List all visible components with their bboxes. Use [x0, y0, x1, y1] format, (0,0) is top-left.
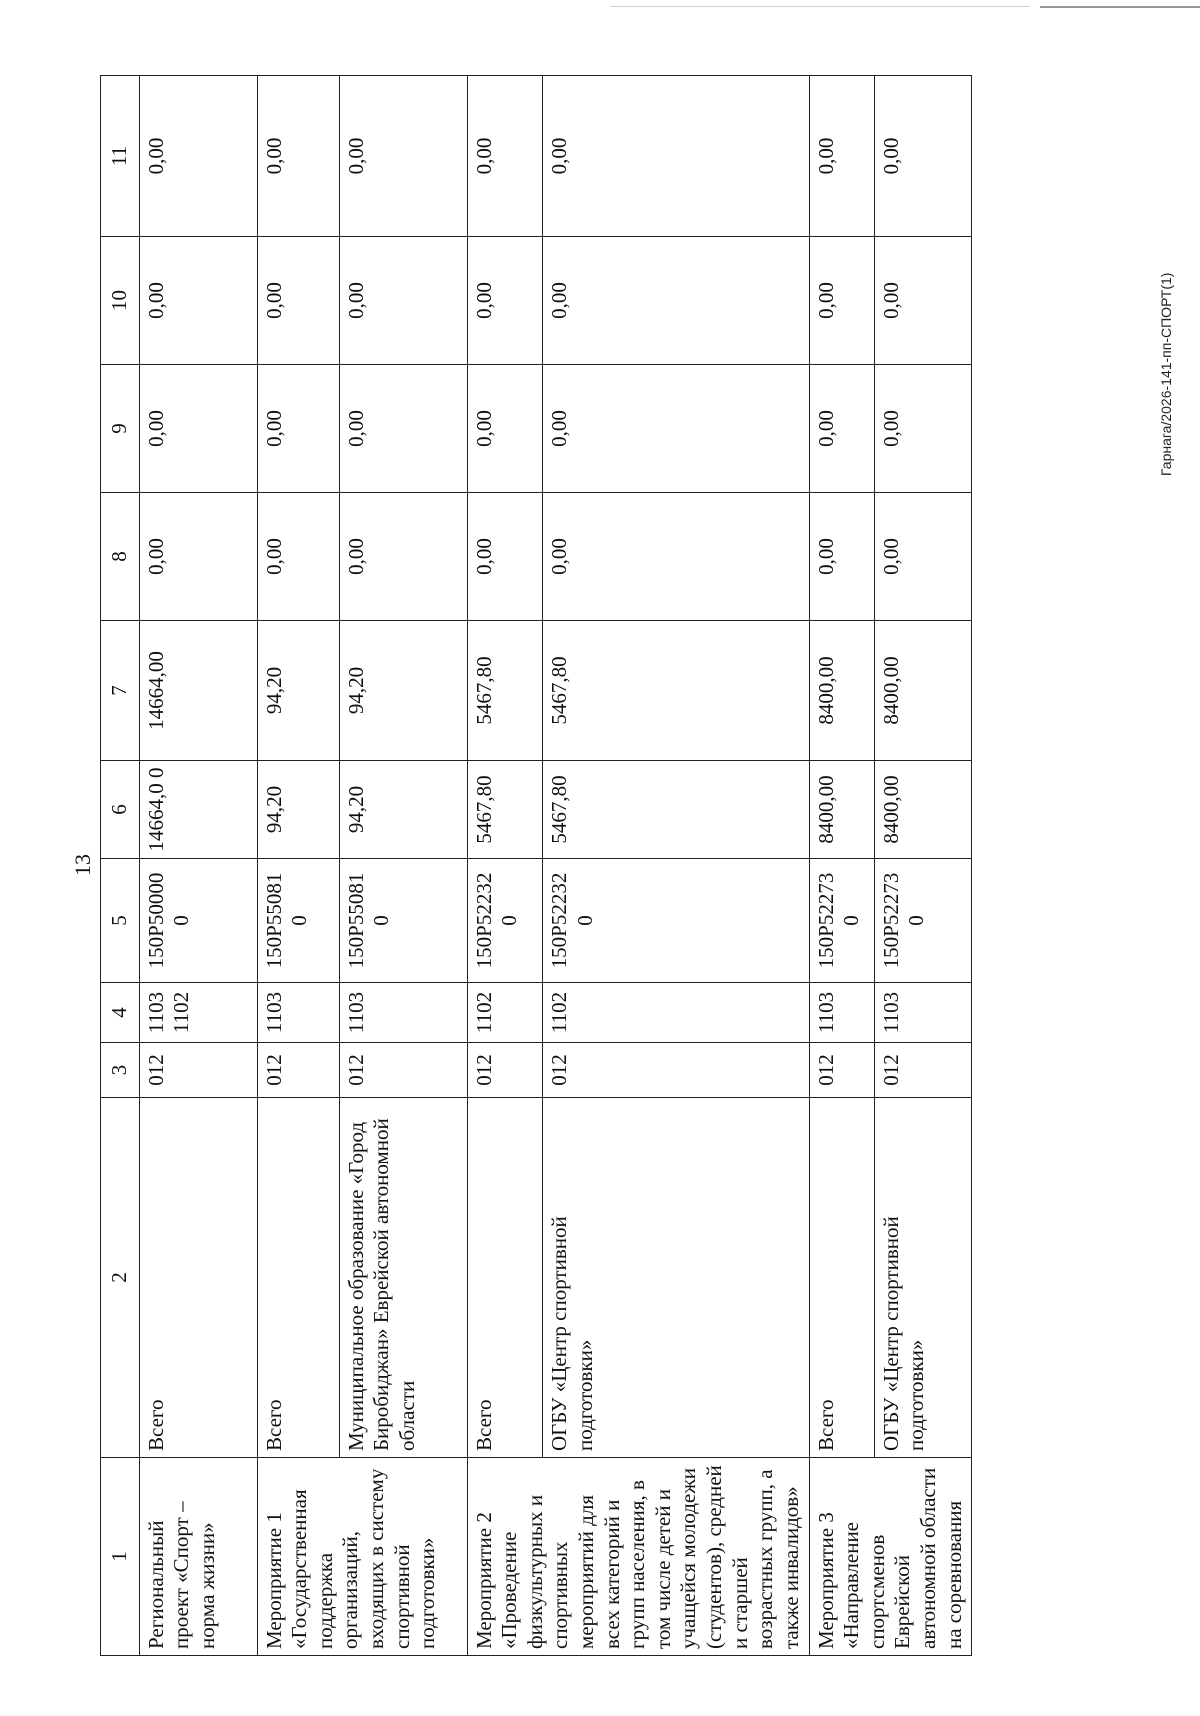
cell-value: 0,00	[874, 237, 971, 365]
document-code: Гарнага/2026-141-пп-СПОРТ(1)	[1158, 272, 1174, 476]
table-row	[339, 76, 467, 1656]
cell-value: 0,00	[809, 365, 874, 493]
cell-executor: Муниципальное образование «Город Биробиджан» Еврейской автономной области	[339, 1098, 467, 1458]
col-header: 8	[101, 493, 140, 621]
col-header: 10	[101, 237, 140, 365]
cell-csr: 150Р55081 0	[339, 859, 467, 983]
cell-value: 8400,00	[809, 761, 874, 859]
cell-grbs: 012	[467, 1043, 543, 1098]
cell-value: 5467,80	[467, 761, 543, 859]
cell-value: 0,00	[467, 76, 543, 237]
cell-value: 0,00	[257, 365, 339, 493]
cell-grbs: 012	[809, 1043, 874, 1098]
header-row	[101, 76, 140, 1656]
cell-value: 0,00	[467, 493, 543, 621]
cell-csr: 150Р50000 0	[139, 859, 257, 983]
cell-csr: 150Р52273 0	[874, 859, 971, 983]
col-header: 9	[101, 365, 140, 493]
table-row	[874, 76, 971, 1656]
table-row	[257, 76, 339, 1656]
cell-program: Региональный проект «Спорт – норма жизни»	[139, 1458, 257, 1656]
cell-executor: Всего	[257, 1098, 339, 1458]
cell-section: 1102	[467, 983, 543, 1043]
cell-value: 0,00	[809, 237, 874, 365]
col-header: 2	[101, 1098, 140, 1458]
cell-program: Мероприятие 2 «Проведение физкультурных и спортивных мероприятий для всех категорий и групп населения, в том числе детей и учащейся молодежи (студентов), средней и старшей возрастных групп, а также инвалидов»	[467, 1458, 809, 1656]
cell-executor: Всего	[467, 1098, 543, 1458]
cell-value: 0,00	[874, 365, 971, 493]
cell-value: 0,00	[543, 493, 809, 621]
cell-value: 8400,00	[809, 621, 874, 761]
col-header: 5	[101, 859, 140, 983]
cell-section: 1103	[809, 983, 874, 1043]
cell-executor: ОГБУ «Центр спортивной подготовки»	[543, 1098, 809, 1458]
cell-section: 1103	[874, 983, 971, 1043]
cell-value: 94,20	[339, 761, 467, 859]
col-header: 7	[101, 621, 140, 761]
cell-value: 0,00	[543, 365, 809, 493]
cell-grbs: 012	[543, 1043, 809, 1098]
cell-value: 0,00	[339, 237, 467, 365]
cell-section: 1103 1102	[139, 983, 257, 1043]
cell-value: 0,00	[809, 493, 874, 621]
cell-executor: Всего	[809, 1098, 874, 1458]
cell-program: Мероприятие 1 «Государственная поддержка организаций, входящих в систему спортивной подготовки»	[257, 1458, 467, 1656]
cell-value: 0,00	[874, 493, 971, 621]
cell-value: 0,00	[139, 493, 257, 621]
cell-value: 0,00	[257, 493, 339, 621]
table-row	[467, 76, 543, 1656]
cell-program: Мероприятие 3 «Направление спортсменов Еврейской автономной области на соревнования	[809, 1458, 972, 1656]
cell-value: 14664,0 0	[139, 761, 257, 859]
cell-value: 8400,00	[874, 621, 971, 761]
col-header: 11	[101, 76, 140, 237]
cell-value: 5467,80	[543, 761, 809, 859]
cell-grbs: 012	[257, 1043, 339, 1098]
cell-value: 5467,80	[467, 621, 543, 761]
cell-grbs: 012	[139, 1043, 257, 1098]
cell-value: 0,00	[139, 237, 257, 365]
cell-value: 0,00	[339, 76, 467, 237]
page-number: 13	[70, 854, 95, 876]
cell-value: 8400,00	[874, 761, 971, 859]
cell-value: 0,00	[543, 237, 809, 365]
col-header: 3	[101, 1043, 140, 1098]
cell-value: 0,00	[257, 76, 339, 237]
cell-value: 0,00	[339, 365, 467, 493]
cell-value: 0,00	[809, 76, 874, 237]
cell-csr: 150Р52232 0	[467, 859, 543, 983]
cell-executor: Всего	[139, 1098, 257, 1458]
cell-csr: 150Р52232 0	[543, 859, 809, 983]
cell-value: 0,00	[139, 76, 257, 237]
cell-executor: ОГБУ «Центр спортивной подготовки»	[874, 1098, 971, 1458]
table-row	[543, 76, 809, 1656]
cell-value: 94,20	[257, 621, 339, 761]
cell-value: 0,00	[467, 237, 543, 365]
cell-value: 0,00	[339, 493, 467, 621]
cell-section: 1103	[339, 983, 467, 1043]
col-header: 1	[101, 1458, 140, 1656]
col-header: 6	[101, 761, 140, 859]
col-header: 4	[101, 983, 140, 1043]
cell-value: 0,00	[467, 365, 543, 493]
table-row	[139, 76, 257, 1656]
cell-csr: 150Р52273 0	[809, 859, 874, 983]
cell-value: 94,20	[339, 621, 467, 761]
cell-value: 0,00	[874, 76, 971, 237]
cell-grbs: 012	[339, 1043, 467, 1098]
cell-value: 5467,80	[543, 621, 809, 761]
cell-value: 14664,00	[139, 621, 257, 761]
cell-section: 1102	[543, 983, 809, 1043]
cell-section: 1103	[257, 983, 339, 1043]
cell-csr: 150Р55081 0	[257, 859, 339, 983]
cell-value: 0,00	[139, 365, 257, 493]
cell-value: 0,00	[543, 76, 809, 237]
budget-table	[100, 75, 972, 1656]
cell-value: 0,00	[257, 237, 339, 365]
table-row	[809, 76, 874, 1656]
cell-grbs: 012	[874, 1043, 971, 1098]
cell-value: 94,20	[257, 761, 339, 859]
